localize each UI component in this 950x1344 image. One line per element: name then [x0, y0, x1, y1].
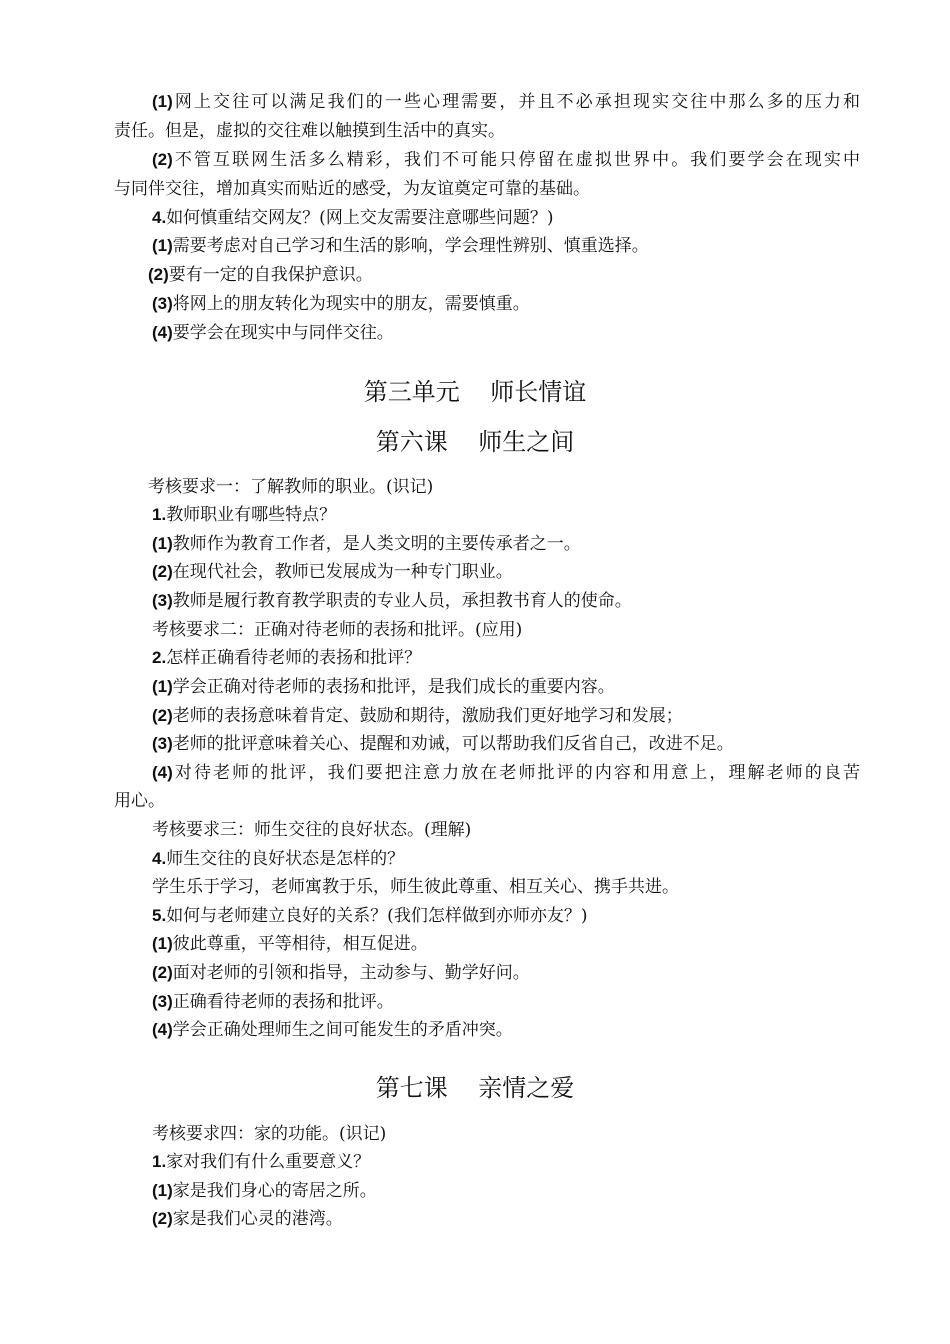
answer-line: (2)老师的表扬意味着肯定、鼓励和期待，激励我们更好地学习和发展；	[152, 706, 683, 726]
answer-line: (1)学会正确对待老师的表扬和批评，是我们成长的重要内容。	[152, 677, 615, 697]
answer-line: (2)家是我们心灵的港湾。	[152, 1209, 343, 1229]
answer-line: (3)正确看待老师的表扬和批评。	[152, 992, 394, 1012]
answer-line: (3)教师是履行教育教学职责的专业人员，承担教书育人的使命。	[152, 591, 632, 611]
lesson-heading: 第六课 师生之间	[375, 428, 575, 456]
paragraph-line: (4)对待老师的批评，我们要把注意力放在老师批评的内容和用意上，理解老师的良苦	[152, 763, 860, 783]
answer-line: (2)要有一定的自我保护意识。	[148, 265, 373, 285]
answer-line: (4)要学会在现实中与同伴交往。	[152, 323, 394, 343]
answer-line: (1)教师作为教育工作者，是人类文明的主要传承者之一。	[152, 534, 581, 554]
paragraph-line: 与同伴交往，增加真实而贴近的感受，为友谊奠定可靠的基础。	[114, 179, 590, 199]
paragraph-line: (2)不管互联网生活多么精彩，我们不可能只停留在虚拟世界中。我们要学会在现实中	[152, 150, 860, 170]
question-line: 4.师生交往的良好状态是怎样的？	[152, 849, 405, 869]
requirement-line: 考核要求二：正确对待老师的表扬和批评。(应用)	[152, 620, 523, 640]
answer-line: (1)彼此尊重，平等相待，相互促进。	[152, 934, 428, 954]
unit-heading: 第三单元 师长情谊	[363, 378, 587, 406]
question-line: 1.教师职业有哪些特点？	[152, 505, 337, 525]
requirement-line: 考核要求一：了解教师的职业。(识记)	[148, 477, 434, 497]
question-line: 2.怎样正确看待老师的表扬和批评？	[152, 648, 422, 668]
paragraph-line: 用心。	[114, 791, 165, 811]
answer-line: 学生乐于学习，老师寓教于乐，师生彼此尊重、相互关心、携手共进。	[152, 877, 679, 897]
requirement-line: 考核要求三：师生交往的良好状态。(理解)	[152, 820, 472, 840]
answer-line: (1)需要考虑对自己学习和生活的影响，学会理性辨别、慎重选择。	[152, 236, 649, 256]
paragraph-line: 责任。但是，虚拟的交往难以触摸到生活中的真实。	[114, 121, 505, 141]
answer-line: (3)将网上的朋友转化为现实中的朋友，需要慎重。	[152, 294, 530, 314]
answer-line: (1)家是我们身心的寄居之所。	[152, 1181, 377, 1201]
lesson-heading: 第七课 亲情之爱	[375, 1074, 575, 1102]
answer-line: (4)学会正确处理师生之间可能发生的矛盾冲突。	[152, 1020, 513, 1040]
answer-line: (2)在现代社会，教师已发展成为一种专门职业。	[152, 562, 513, 582]
answer-line: (3)老师的批评意味着关心、提醒和劝诫，可以帮助我们反省自己，改进不足。	[152, 734, 734, 754]
paragraph-line: (1)网上交往可以满足我们的一些心理需要，并且不必承担现实交往中那么多的压力和	[152, 92, 860, 112]
question-line: 5.如何与老师建立良好的关系？(我们怎样做到亦师亦友？)	[152, 906, 588, 926]
requirement-line: 考核要求四：家的功能。(识记)	[152, 1124, 387, 1144]
question-line: 4.如何慎重结交网友？(网上交友需要注意哪些问题？)	[152, 208, 554, 228]
question-line: 1.家对我们有什么重要意义？	[152, 1152, 371, 1172]
answer-line: (2)面对老师的引领和指导，主动参与、勤学好问。	[152, 963, 530, 983]
